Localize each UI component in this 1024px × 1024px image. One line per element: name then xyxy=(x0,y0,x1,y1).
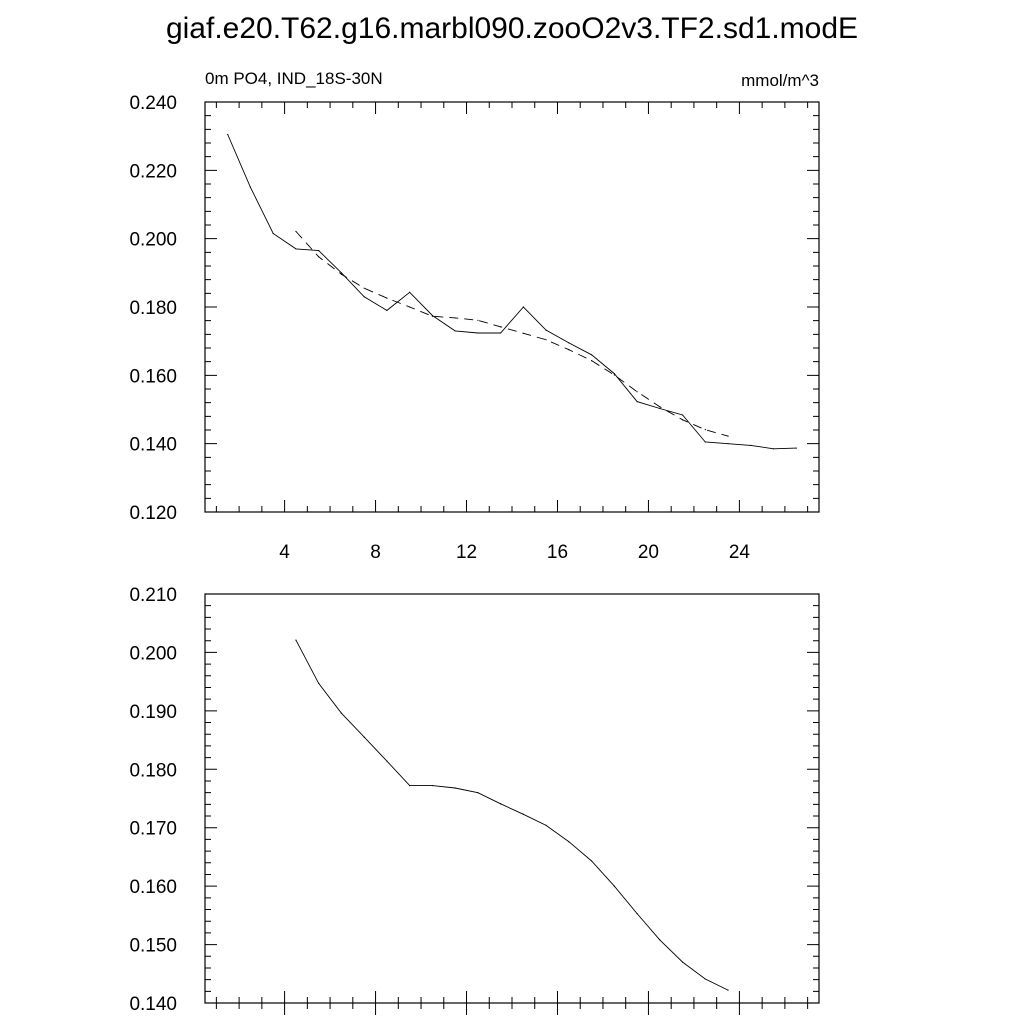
top-data-point xyxy=(614,373,615,374)
top-data-point xyxy=(386,298,387,299)
top-data-point xyxy=(318,250,319,251)
top-y-tick-label: 0.160 xyxy=(129,366,177,388)
top-data-point xyxy=(659,406,660,407)
top-data-point xyxy=(705,429,706,430)
bottom-series-solid xyxy=(295,640,728,991)
top-panel-units-label: mmol/m^3 xyxy=(741,71,819,90)
top-data-point xyxy=(341,274,342,275)
bottom-data-point xyxy=(318,683,319,684)
top-data-point xyxy=(682,414,683,415)
bottom-data-point xyxy=(636,913,637,914)
top-data-point xyxy=(409,306,410,307)
top-data-point xyxy=(523,306,524,307)
top-data-point xyxy=(341,272,342,273)
bottom-data-point xyxy=(386,761,387,762)
top-data-point xyxy=(727,436,728,437)
top-data-point xyxy=(455,317,456,318)
bottom-data-point xyxy=(523,814,524,815)
top-data-point xyxy=(500,326,501,327)
bottom-data-point xyxy=(455,787,456,788)
top-data-point xyxy=(591,360,592,361)
top-data-point xyxy=(477,320,478,321)
top-data-point xyxy=(614,374,615,375)
top-data-point xyxy=(636,391,637,392)
top-data-point xyxy=(523,333,524,334)
top-x-tick-label: 16 xyxy=(546,542,569,563)
top-y-tick-label: 0.240 xyxy=(129,93,177,114)
top-y-tick-label: 0.120 xyxy=(129,503,177,524)
top-data-point xyxy=(796,448,797,449)
bottom-y-tick-label: 0.140 xyxy=(129,994,177,1015)
top-x-tick-label: 12 xyxy=(455,542,478,563)
figure-title: giaf.e20.T62.g16.marbl090.zooO2v3.TF2.sd1.modE xyxy=(165,12,859,45)
bottom-data-point xyxy=(409,785,410,786)
top-data-point xyxy=(546,339,547,340)
top-data-point xyxy=(295,231,296,232)
top-axis-ticks xyxy=(205,102,819,512)
top-data-point xyxy=(477,332,478,333)
top-series-solid xyxy=(227,134,797,450)
top-data-point xyxy=(568,342,569,343)
bottom-data-point xyxy=(727,990,728,991)
bottom-y-tick-label: 0.200 xyxy=(129,643,177,665)
top-data-point xyxy=(227,134,228,135)
top-panel-left-label: 0m PO4, IND_18S-30N xyxy=(205,69,383,88)
bottom-data-point xyxy=(500,803,501,804)
top-data-point xyxy=(386,310,387,311)
bottom-y-tick-label: 0.190 xyxy=(129,701,177,723)
bottom-plot-frame xyxy=(205,594,819,1003)
top-data-point xyxy=(705,441,706,442)
top-series-line-solid xyxy=(228,135,797,449)
bottom-data-point xyxy=(591,860,592,861)
top-data-point xyxy=(364,288,365,289)
bottom-data-point xyxy=(705,978,706,979)
top-x-tick-label: 24 xyxy=(728,542,750,563)
top-data-point xyxy=(773,448,774,449)
bottom-data-point xyxy=(364,737,365,738)
top-y-tick-label: 0.220 xyxy=(129,161,177,183)
top-data-point xyxy=(409,292,410,293)
top-panel xyxy=(129,69,819,563)
top-data-point xyxy=(273,233,274,234)
top-y-tick-label: 0.140 xyxy=(129,434,177,456)
top-data-point xyxy=(682,419,683,420)
bottom-axis-ticks xyxy=(205,594,819,1015)
bottom-data-point xyxy=(568,841,569,842)
top-data-point xyxy=(568,349,569,350)
bottom-y-tick-label: 0.180 xyxy=(129,760,177,782)
bottom-panel xyxy=(129,585,819,1015)
top-data-point xyxy=(295,248,296,249)
top-plot-frame xyxy=(205,102,819,512)
top-data-point xyxy=(250,187,251,188)
top-data-point xyxy=(750,445,751,446)
top-data-point xyxy=(364,296,365,297)
top-data-point xyxy=(727,443,728,444)
top-data-point xyxy=(546,330,547,331)
top-data-point xyxy=(432,316,433,317)
bottom-data-point xyxy=(546,825,547,826)
bottom-series-line-solid xyxy=(296,640,728,990)
top-data-point xyxy=(500,332,501,333)
bottom-data-point xyxy=(477,792,478,793)
top-data-point xyxy=(659,408,660,409)
bottom-y-tick-label: 0.210 xyxy=(129,585,177,606)
bottom-y-tick-label: 0.160 xyxy=(129,877,177,899)
top-x-tick-label: 20 xyxy=(637,542,660,563)
top-series-dashed xyxy=(295,231,728,437)
top-series-line-dashed xyxy=(296,232,728,437)
top-data-point xyxy=(591,354,592,355)
bottom-y-tick-label: 0.150 xyxy=(129,935,177,957)
top-data-point xyxy=(636,401,637,402)
bottom-data-point xyxy=(432,785,433,786)
top-y-tick-label: 0.180 xyxy=(129,298,177,319)
bottom-data-point xyxy=(295,640,296,641)
top-x-tick-label: 8 xyxy=(370,542,381,563)
top-y-tick-label: 0.200 xyxy=(129,229,177,251)
bottom-y-tick-label: 0.170 xyxy=(129,818,177,840)
bottom-data-point xyxy=(614,886,615,887)
bottom-data-point xyxy=(659,939,660,940)
top-data-point xyxy=(455,330,456,331)
bottom-data-point xyxy=(341,713,342,714)
bottom-data-point xyxy=(682,962,683,963)
top-data-point xyxy=(318,256,319,257)
top-x-tick-label: 4 xyxy=(279,542,290,563)
